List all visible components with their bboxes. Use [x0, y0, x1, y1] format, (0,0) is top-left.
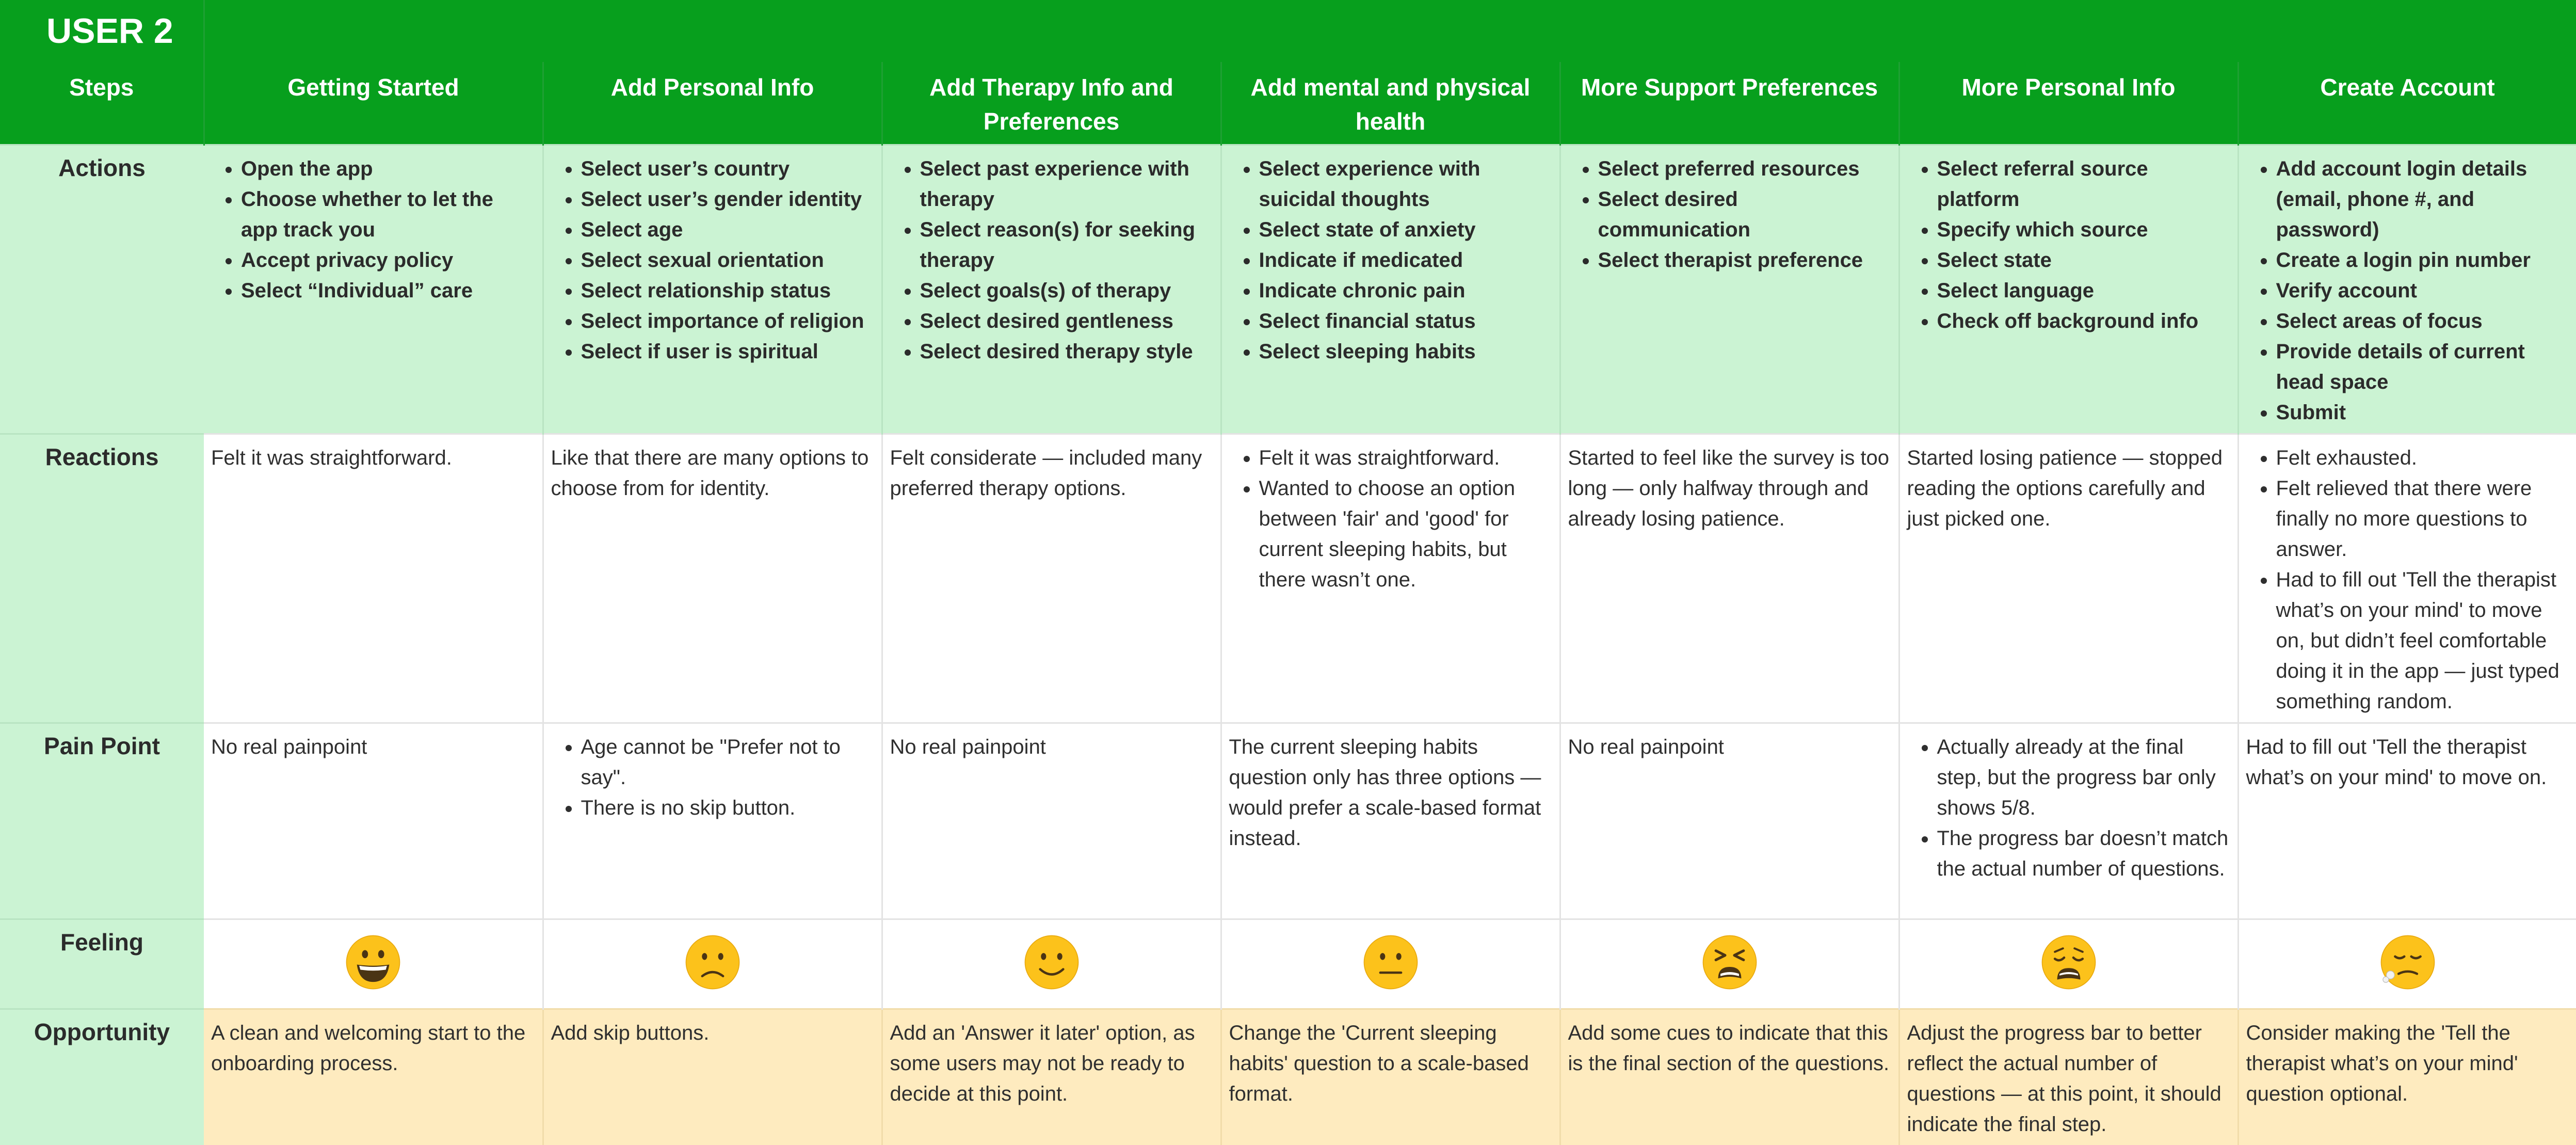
bullet-item: • Select age [581, 215, 874, 245]
pain-point-cell [1899, 723, 2238, 919]
bullet-item: • Age cannot be "Prefer not to say". [581, 732, 874, 793]
bullet-item: • Select reason(s) for seeking therapy [920, 215, 1213, 276]
bullet-item: • Select sexual orientation [581, 245, 874, 276]
row-label-pain-point: Pain Point [0, 723, 204, 919]
reactions-cell [543, 434, 882, 723]
opportunity-cell [882, 1009, 1221, 1145]
reactions-cell [1899, 434, 2238, 723]
bullet-item: • Verify account [2276, 276, 2569, 306]
grinning-face-icon [344, 933, 402, 991]
bullet-item: • Select areas of focus [2276, 306, 2569, 337]
steps-label: Steps [0, 62, 204, 145]
tired-face-icon [1701, 933, 1759, 991]
opportunity-cell [543, 1009, 882, 1145]
opportunity-cell [1221, 1009, 1560, 1145]
bullet-item: • Choose whether to let the app track you [241, 184, 535, 245]
actions-cell [1560, 145, 1899, 434]
bullet-list [1907, 154, 2230, 337]
feeling-cell [204, 919, 543, 1009]
actions-cell [882, 145, 1221, 434]
cell-text: Add some cues to indicate that this is the final section of the questions. [1568, 1021, 1890, 1075]
pain-point-cell [1560, 723, 1899, 919]
cell-text: Started losing patience — stopped reading the options carefully and just picked one. [1907, 446, 2223, 530]
reactions-cell [1560, 434, 1899, 723]
bullet-item: • Select goals(s) of therapy [920, 276, 1213, 306]
bullet-list [1229, 154, 1552, 367]
bullet-item: • Select relationship status [581, 276, 874, 306]
slightly-smiling-face-icon [1023, 933, 1081, 991]
cell-text: No real painpoint [1568, 735, 1724, 758]
bullet-list [551, 732, 874, 823]
cell-text: Felt considerate — included many preferred therapy options. [890, 446, 1202, 500]
actions-cell [1221, 145, 1560, 434]
bullet-item: • Indicate if medicated [1259, 245, 1552, 276]
cell-text: Change the 'Current sleeping habits' question to a scale-based format. [1229, 1021, 1529, 1105]
bullet-list [1229, 443, 1552, 595]
row-label-opportunity: Opportunity [0, 1009, 204, 1145]
column-header: Create Account [2238, 62, 2576, 145]
bullet-item: • Select language [1937, 276, 2230, 306]
cell-text: Felt it was straightforward. [211, 446, 452, 469]
row-label-reactions: Reactions [0, 434, 204, 723]
cell-text: Like that there are many options to choose from for identity. [551, 446, 869, 500]
feeling-cell [543, 919, 882, 1009]
column-header: Add mental and physical health [1221, 62, 1560, 145]
bullet-item: • Indicate chronic pain [1259, 276, 1552, 306]
bullet-item: • Add account login details (email, phone #, and password) [2276, 154, 2569, 245]
bullet-item: • The progress bar doesn’t match the actual number of questions. [1937, 823, 2230, 884]
pain-point-cell [882, 723, 1221, 919]
bullet-item: • Open the app [241, 154, 535, 184]
bullet-item: • Check off background info [1937, 306, 2230, 337]
pain-point-cell [2238, 723, 2576, 919]
bullet-list [890, 154, 1213, 367]
cell-text: No real painpoint [890, 735, 1046, 758]
opportunity-cell [204, 1009, 543, 1145]
reactions-cell [204, 434, 543, 723]
bullet-item: • Select state of anxiety [1259, 215, 1552, 245]
bullet-list [1907, 732, 2230, 884]
bullet-item: • Actually already at the final step, but the progress bar only shows 5/8. [1937, 732, 2230, 823]
cell-text: Add an 'Answer it later' option, as some users may not be ready to decide at this point. [890, 1021, 1195, 1105]
bullet-item: • Felt relieved that there were finally no more questions to answer. [2276, 473, 2569, 565]
user-title: USER 2 [0, 0, 204, 62]
bullet-item: • Specify which source [1937, 215, 2230, 245]
pain-point-cell [1221, 723, 1560, 919]
feeling-cell [1560, 919, 1899, 1009]
bullet-item: • Select referral source platform [1937, 154, 2230, 215]
pain-point-row [0, 723, 2576, 919]
bullet-item: • Select desired therapy style [920, 337, 1213, 367]
neutral-face-icon [1362, 933, 1420, 991]
header-row [0, 62, 2576, 145]
column-header: More Support Preferences [1560, 62, 1899, 145]
actions-cell [1899, 145, 2238, 434]
cell-text: A clean and welcoming start to the onboarding process. [211, 1021, 526, 1075]
bullet-item: • There is no skip button. [581, 793, 874, 823]
exhausted-face-icon [2379, 933, 2437, 991]
bullet-item: • Select sleeping habits [1259, 337, 1552, 367]
cell-text: No real painpoint [211, 735, 367, 758]
cell-text: Had to fill out 'Tell the therapist what’s on your mind' to move on. [2246, 735, 2547, 789]
cell-text: Started to feel like the survey is too long — only halfway through and already losing patience. [1568, 446, 1890, 530]
bullet-item: • Had to fill out 'Tell the therapist what’s on your mind' to move on, but didn’t feel comfortable doing it in the app — just typed something random. [2276, 565, 2569, 717]
pain-point-cell [204, 723, 543, 919]
weary-face-icon [2040, 933, 2098, 991]
bullet-item: • Select user’s country [581, 154, 874, 184]
reactions-cell [882, 434, 1221, 723]
bullet-item: • Create a login pin number [2276, 245, 2569, 276]
bullet-item: • Select if user is spiritual [581, 337, 874, 367]
feeling-row [0, 919, 2576, 1009]
bullet-item: • Select therapist preference [1598, 245, 1891, 276]
row-label-feeling: Feeling [0, 919, 204, 1009]
bullet-item: • Select experience with suicidal thoughts [1259, 154, 1552, 215]
feeling-cell [1899, 919, 2238, 1009]
bullet-list [211, 154, 535, 306]
opportunity-row [0, 1009, 2576, 1145]
column-header: Add Personal Info [543, 62, 882, 145]
opportunity-cell [2238, 1009, 2576, 1145]
bullet-item: • Select “Individual” care [241, 276, 535, 306]
actions-row [0, 145, 2576, 434]
cell-text: The current sleeping habits question only has three options — would prefer a scale-based format instead. [1229, 735, 1541, 850]
opportunity-cell [1899, 1009, 2238, 1145]
opportunity-cell [1560, 1009, 1899, 1145]
bullet-item: • Accept privacy policy [241, 245, 535, 276]
cell-text: Add skip buttons. [551, 1021, 710, 1044]
pain-point-cell [543, 723, 882, 919]
cell-text: Consider making the 'Tell the therapist what’s on your mind' question optional. [2246, 1021, 2518, 1105]
cell-text: Adjust the progress bar to better reflect the actual number of questions — at this point, it should indicate the final step. [1907, 1021, 2221, 1136]
bullet-item: • Select user’s gender identity [581, 184, 874, 215]
title-row-fill [204, 0, 2576, 62]
bullet-item: • Felt exhausted. [2276, 443, 2569, 473]
title-row [0, 0, 2576, 62]
bullet-item: • Select state [1937, 245, 2230, 276]
actions-cell [543, 145, 882, 434]
bullet-item: • Select desired communication [1598, 184, 1891, 245]
feeling-cell [1221, 919, 1560, 1009]
bullet-item: • Submit [2276, 397, 2569, 428]
bullet-item: • Select financial status [1259, 306, 1552, 337]
bullet-list [2246, 154, 2569, 428]
row-label-actions: Actions [0, 145, 204, 434]
bullet-list [2246, 443, 2569, 717]
column-header: More Personal Info [1899, 62, 2238, 145]
feeling-cell [882, 919, 1221, 1009]
column-header: Getting Started [204, 62, 543, 145]
bullet-item: • Felt it was straightforward. [1259, 443, 1552, 473]
feeling-cell [2238, 919, 2576, 1009]
slightly-frowning-face-icon [684, 933, 742, 991]
reactions-cell [1221, 434, 1560, 723]
bullet-list [551, 154, 874, 367]
bullet-item: • Wanted to choose an option between 'fair' and 'good' for current sleeping habits, but there wasn’t one. [1259, 473, 1552, 595]
reactions-row [0, 434, 2576, 723]
bullet-item: • Select importance of religion [581, 306, 874, 337]
column-header: Add Therapy Info and Preferences [882, 62, 1221, 145]
actions-cell [204, 145, 543, 434]
bullet-item: • Select desired gentleness [920, 306, 1213, 337]
bullet-item: • Select past experience with therapy [920, 154, 1213, 215]
bullet-item: • Select preferred resources [1598, 154, 1891, 184]
bullet-list [1568, 154, 1891, 276]
bullet-item: • Provide details of current head space [2276, 337, 2569, 397]
actions-cell [2238, 145, 2576, 434]
reactions-cell [2238, 434, 2576, 723]
